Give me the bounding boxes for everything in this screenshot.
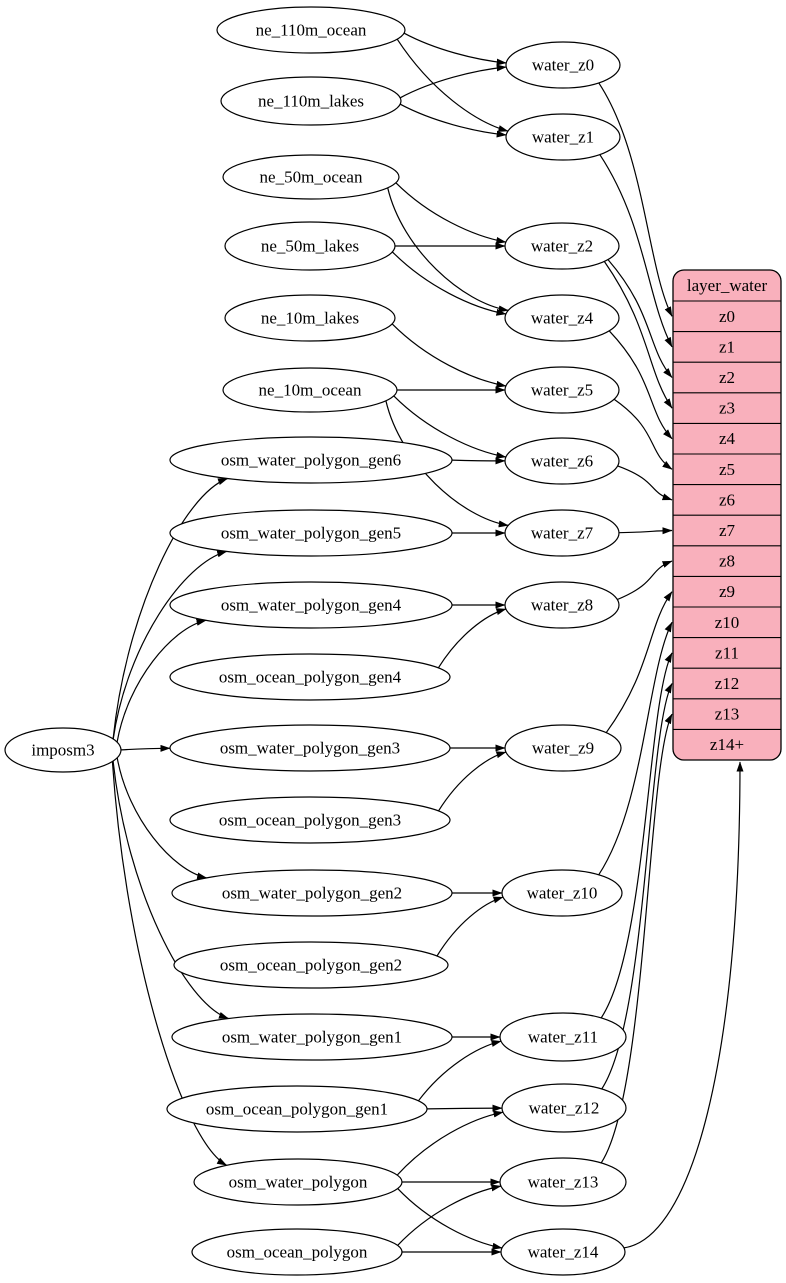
layer-water-row-z3: z3 <box>718 398 736 418</box>
node-label: osm_ocean_polygon_gen4 <box>218 667 402 687</box>
node-label: osm_water_polygon <box>228 1172 368 1192</box>
node-label: osm_water_polygon_gen6 <box>220 450 402 470</box>
node-imposm3 <box>5 728 121 772</box>
node-osm_water_polygon_gen2 <box>172 870 452 916</box>
node-water_z0 <box>506 42 620 88</box>
node-osm_water_polygon_gen3 <box>170 725 450 771</box>
node-label: osm_ocean_polygon_gen2 <box>219 955 403 975</box>
node-water_z6 <box>505 438 619 484</box>
node-label: ne_50m_lakes <box>260 236 360 256</box>
node-label: osm_ocean_polygon_gen1 <box>205 1099 389 1119</box>
layer-water-row-z13: z13 <box>714 704 740 724</box>
node-label: osm_ocean_polygon_gen3 <box>218 810 402 830</box>
node-label: osm_water_polygon_gen3 <box>219 738 401 758</box>
node-water_z13 <box>500 1158 626 1206</box>
layer-water-row-z4: z4 <box>718 429 736 449</box>
node-label: water_z8 <box>530 595 594 615</box>
node-label: ne_10m_ocean <box>258 380 362 400</box>
layer-water-row-z1: z1 <box>718 337 736 357</box>
node-ne_10m_ocean <box>223 368 397 412</box>
node-water_z4 <box>505 295 619 341</box>
layer-water-row-z5: z5 <box>718 459 736 479</box>
layer-water-row-z6: z6 <box>718 490 736 510</box>
layer-water-row-z12: z12 <box>714 674 740 693</box>
node-label: water_z14 <box>527 1242 599 1262</box>
layer-water-row-z10: z10 <box>714 612 740 632</box>
node-osm_ocean_polygon_gen1 <box>167 1086 427 1132</box>
node-label: osm_water_polygon_gen1 <box>221 1027 403 1047</box>
node-water_z14 <box>501 1229 625 1275</box>
node-label: water_z13 <box>527 1172 599 1192</box>
layer-water-row-z7: z7 <box>718 521 736 540</box>
node-label: ne_50m_ocean <box>259 167 363 187</box>
node-water_z10 <box>502 870 622 916</box>
layer-water-row-z9: z9 <box>718 582 736 602</box>
node-ne_50m_lakes <box>225 222 395 270</box>
node-label: water_z0 <box>531 55 595 75</box>
node-water_z2 <box>505 223 619 269</box>
node-label: ne_10m_lakes <box>260 308 360 328</box>
node-osm_ocean_polygon <box>192 1229 402 1275</box>
layer-water-row-z2: z2 <box>718 368 736 387</box>
node-label: ne_110m_lakes <box>257 91 365 111</box>
node-osm_water_polygon <box>194 1159 402 1205</box>
layer-water-row-z11: z11 <box>715 643 739 663</box>
node-label: osm_water_polygon_gen4 <box>220 595 402 615</box>
node-osm_water_polygon_gen4 <box>170 582 452 628</box>
node-osm_water_polygon_gen5 <box>170 510 452 556</box>
node-label: osm_water_polygon_gen2 <box>221 883 403 903</box>
node-label: osm_water_polygon_gen5 <box>220 523 402 543</box>
node-label: water_z7 <box>530 523 594 543</box>
node-label: water_z5 <box>530 380 594 400</box>
node-water_z5 <box>505 367 619 413</box>
node-water_z12 <box>502 1084 626 1132</box>
node-osm_ocean_polygon_gen3 <box>170 797 450 843</box>
node-water_z9 <box>505 725 621 771</box>
node-label: water_z10 <box>526 883 598 903</box>
node-label: water_z4 <box>530 308 594 328</box>
layer-water-table <box>673 270 781 760</box>
node-label: osm_ocean_polygon <box>226 1242 368 1262</box>
node-osm_ocean_polygon_gen2 <box>174 942 448 988</box>
node-label: ne_110m_ocean <box>255 20 367 40</box>
layer-water-row-z14plus: z14+ <box>709 735 745 755</box>
layer-water-row-z0: z0 <box>718 306 736 326</box>
node-osm_water_polygon_gen6 <box>170 437 452 483</box>
node-osm_water_polygon_gen1 <box>172 1014 452 1060</box>
node-label: water_z1 <box>531 127 595 147</box>
node-water_z11 <box>500 1013 626 1061</box>
node-label: water_z11 <box>527 1027 599 1047</box>
layer-water-row-z8: z8 <box>718 551 736 571</box>
node-label: water_z6 <box>530 451 594 471</box>
node-water_z7 <box>505 510 619 556</box>
node-water_z8 <box>505 582 619 628</box>
node-water_z1 <box>506 114 620 160</box>
node-osm_ocean_polygon_gen4 <box>170 654 450 700</box>
node-ne_10m_lakes <box>225 295 395 341</box>
node-label: water_z12 <box>528 1098 600 1118</box>
node-ne_110m_lakes <box>221 77 401 125</box>
layer-water-title: layer_water <box>686 276 768 295</box>
node-label: imposm3 <box>31 740 95 760</box>
node-ne_110m_ocean <box>217 7 405 53</box>
node-label: water_z2 <box>530 236 594 256</box>
node-ne_50m_ocean <box>223 155 399 199</box>
node-label: water_z9 <box>531 738 595 758</box>
